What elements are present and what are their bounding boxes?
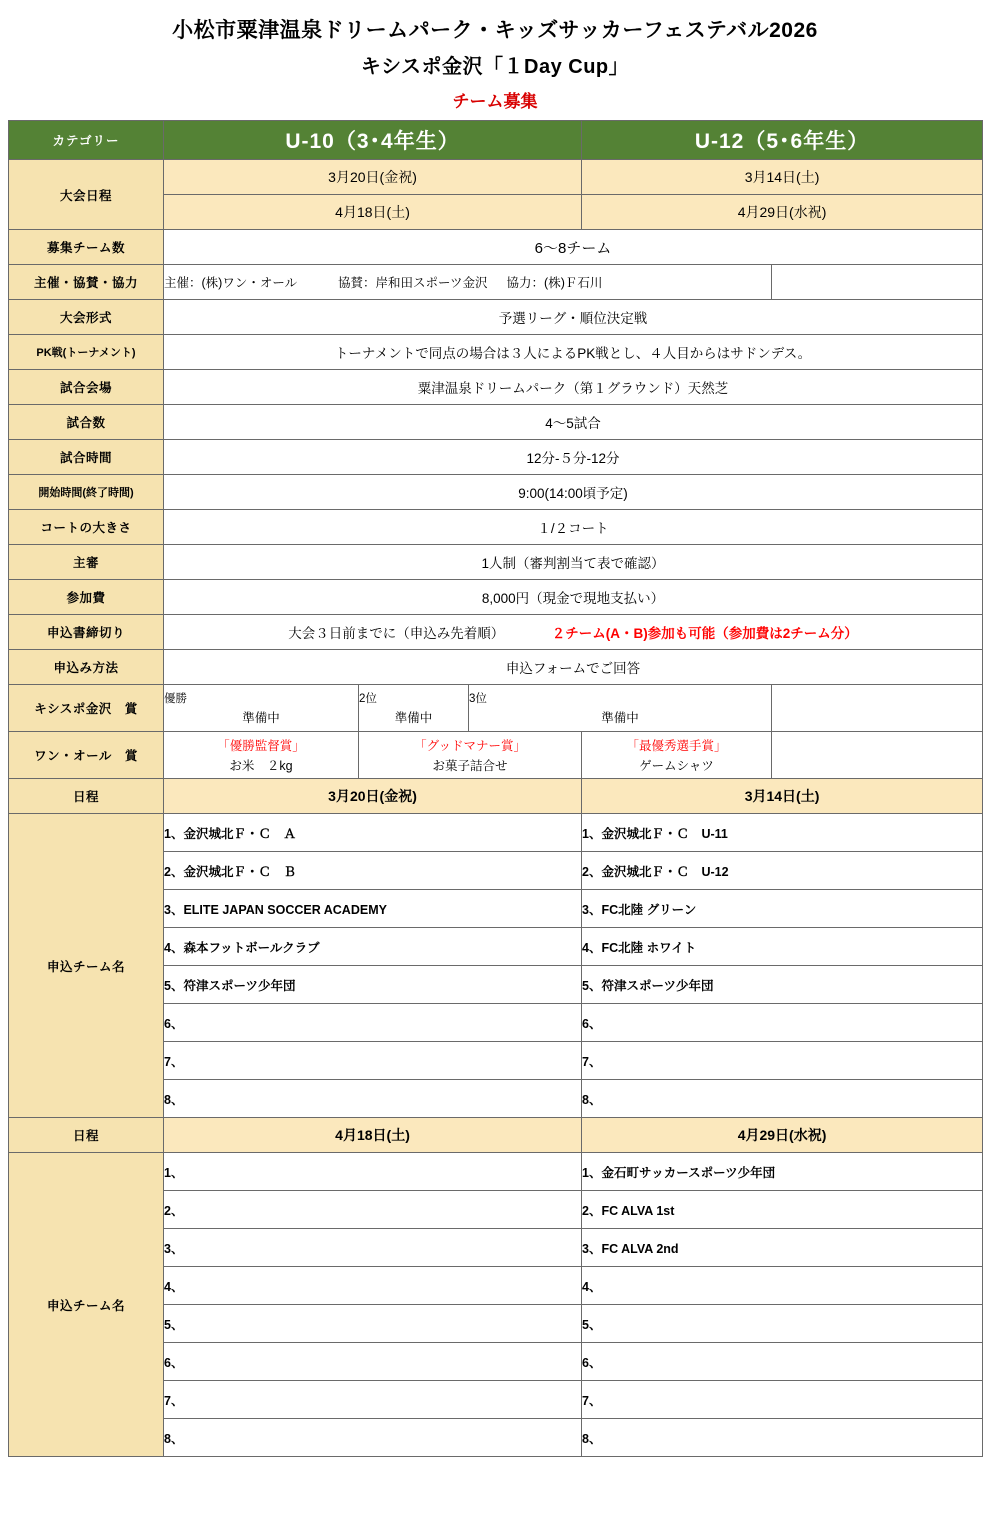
value-matches: 4～5試合 bbox=[164, 405, 983, 440]
block1-left-team-1: 1、金沢城北Ｆ・Ｃ Ａ bbox=[164, 814, 582, 852]
table-row-pk bbox=[9, 335, 983, 370]
prize-kishispo-1 bbox=[164, 685, 359, 732]
prize-oneall-2-value: お菓子詰合せ bbox=[432, 759, 508, 773]
value-venue: 粟津温泉ドリームパーク（第１グラウンド）天然芝 bbox=[164, 370, 983, 405]
prize-oneall-1-rank: 「優勝監督賞」 bbox=[217, 739, 305, 753]
prize-kishispo-3-rank: 3位 bbox=[469, 693, 487, 705]
table-header-row bbox=[9, 121, 983, 160]
value-deadline bbox=[164, 615, 983, 650]
block1-left-team-4: 4、森本フットボールクラブ bbox=[164, 928, 582, 966]
block2-right-team-6: 6、 bbox=[582, 1343, 983, 1381]
block2-date-label: 日程 bbox=[9, 1118, 164, 1153]
prize-kishispo-1-rank: 優勝 bbox=[164, 693, 187, 705]
u12-date-2: 4月29日(水祝) bbox=[582, 195, 983, 230]
block1-left-team-6: 6、 bbox=[164, 1004, 582, 1042]
value-teams-wanted: 6～8チーム bbox=[164, 230, 983, 265]
page-title-line2: キシスポ金沢「１Day Cup」 bbox=[360, 56, 630, 78]
table-row-venue bbox=[9, 370, 983, 405]
sponsor-cooperation: 協力：(株)Ｆ石川 bbox=[506, 276, 603, 290]
prize-oneall-2-rank: 「グッドマナー賞」 bbox=[414, 739, 526, 753]
label-teams-wanted: 募集チーム数 bbox=[9, 230, 164, 265]
prize-kishispo-2-value: 準備中 bbox=[394, 711, 433, 725]
table-row-teams-wanted bbox=[9, 230, 983, 265]
prize-kishispo-2-rank: 2位 bbox=[359, 693, 377, 705]
block1-right-team-2: 2、金沢城北Ｆ・Ｃ U-12 bbox=[582, 852, 983, 890]
deadline-note: ２チーム(A・B)参加も可能（参加費は2チーム分） bbox=[551, 626, 858, 641]
block1-left-team-5: 5、符津スポーツ少年団 bbox=[164, 966, 582, 1004]
deadline-text: 大会３日前までに（申込み先着順） bbox=[288, 626, 505, 641]
prize-oneall-1-value: お米 ２kg bbox=[229, 759, 293, 773]
table-row-matches bbox=[9, 405, 983, 440]
block1-team-row-1 bbox=[9, 814, 983, 852]
sponsor-empty-cell bbox=[772, 265, 983, 300]
block1-left-team-3: 3、ELITE JAPAN SOCCER ACADEMY bbox=[164, 890, 582, 928]
header-u12: U-12（5･6年生） bbox=[582, 121, 983, 160]
u10-date-1: 3月20日(金祝) bbox=[164, 160, 582, 195]
block2-right-team-7: 7、 bbox=[582, 1381, 983, 1419]
label-start-time: 開始時間(終了時間) bbox=[9, 475, 164, 510]
label-schedule: 大会日程 bbox=[9, 160, 164, 230]
block1-left-team-2: 2、金沢城北Ｆ・Ｃ Ｂ bbox=[164, 852, 582, 890]
label-matches: 試合数 bbox=[9, 405, 164, 440]
label-pk: PK戦(トーナメント) bbox=[9, 335, 164, 370]
prize-oneall-3-value: ゲームシャツ bbox=[639, 759, 714, 773]
page-subtitle-recruit: チーム募集 bbox=[452, 92, 538, 111]
prize-oneall-2 bbox=[359, 732, 582, 779]
table-row-prize-kishispo bbox=[9, 685, 983, 732]
table-row-start-time bbox=[9, 475, 983, 510]
label-venue: 試合会場 bbox=[9, 370, 164, 405]
value-fee: 8,000円（現金で現地支払い） bbox=[164, 580, 983, 615]
label-sponsor: 主催・協賛・協力 bbox=[9, 265, 164, 300]
value-sponsor bbox=[164, 265, 772, 300]
table-row-schedule-1 bbox=[9, 160, 983, 195]
prize-oneall-1 bbox=[164, 732, 359, 779]
table-row-referee bbox=[9, 545, 983, 580]
block1-date-label: 日程 bbox=[9, 779, 164, 814]
block1-right-team-1: 1、金沢城北Ｆ・Ｃ U-11 bbox=[582, 814, 983, 852]
block1-left-team-7: 7、 bbox=[164, 1042, 582, 1080]
label-prize-kishispo: キシスポ金沢 賞 bbox=[9, 685, 164, 732]
table-row-fee bbox=[9, 580, 983, 615]
table-row-prize-oneall bbox=[9, 732, 983, 779]
label-match-time: 試合時間 bbox=[9, 440, 164, 475]
prize-kishispo-empty bbox=[772, 685, 983, 732]
block1-right-team-6: 6、 bbox=[582, 1004, 983, 1042]
label-court: コートの大きさ bbox=[9, 510, 164, 545]
table-row-match-time bbox=[9, 440, 983, 475]
value-start-time: 9:00(14:00頃予定) bbox=[164, 475, 983, 510]
block2-right-team-5: 5、 bbox=[582, 1305, 983, 1343]
block1-right-date: 3月14日(土) bbox=[582, 779, 983, 814]
block2-left-team-4: 4、 bbox=[164, 1267, 582, 1305]
block1-left-team-8: 8、 bbox=[164, 1080, 582, 1118]
block1-teams-label: 申込チーム名 bbox=[9, 814, 164, 1118]
block2-right-team-4: 4、 bbox=[582, 1267, 983, 1305]
block2-right-team-2: 2、FC ALVA 1st bbox=[582, 1191, 983, 1229]
header-u10: U-10（3･4年生） bbox=[164, 121, 582, 160]
block2-right-date: 4月29日(水祝) bbox=[582, 1118, 983, 1153]
block1-left-date: 3月20日(金祝) bbox=[164, 779, 582, 814]
page-title-line1: 小松市粟津温泉ドリームパーク・キッズサッカーフェステバル2026 bbox=[172, 19, 818, 42]
label-apply-method: 申込み方法 bbox=[9, 650, 164, 685]
table-row-format bbox=[9, 300, 983, 335]
label-prize-oneall: ワン・オール 賞 bbox=[9, 732, 164, 779]
block2-team-row-1 bbox=[9, 1153, 983, 1191]
prize-oneall-empty bbox=[772, 732, 983, 779]
block2-left-team-6: 6、 bbox=[164, 1343, 582, 1381]
value-match-time: 12分‐５分‐12分 bbox=[164, 440, 983, 475]
tournament-info-table bbox=[8, 120, 983, 1457]
sponsor-organizer: 主催：(株)ワン・オール bbox=[164, 276, 298, 290]
value-format: 予選リーグ・順位決定戦 bbox=[164, 300, 983, 335]
value-apply-method: 申込フォームでご回答 bbox=[164, 650, 983, 685]
u12-date-1: 3月14日(土) bbox=[582, 160, 983, 195]
table-row-court bbox=[9, 510, 983, 545]
block1-right-team-7: 7、 bbox=[582, 1042, 983, 1080]
block2-left-team-3: 3、 bbox=[164, 1229, 582, 1267]
block1-right-team-3: 3、FC北陸 グリーン bbox=[582, 890, 983, 928]
sponsor-supporter: 協賛：岸和田スポーツ金沢 bbox=[338, 276, 488, 290]
block1-date-row bbox=[9, 779, 983, 814]
block1-right-team-4: 4、FC北陸 ホワイト bbox=[582, 928, 983, 966]
table-row-apply-method bbox=[9, 650, 983, 685]
label-format: 大会形式 bbox=[9, 300, 164, 335]
block2-date-row bbox=[9, 1118, 983, 1153]
block2-left-team-1: 1、 bbox=[164, 1153, 582, 1191]
block2-left-team-5: 5、 bbox=[164, 1305, 582, 1343]
prize-oneall-3 bbox=[582, 732, 772, 779]
table-row-deadline bbox=[9, 615, 983, 650]
block2-left-team-7: 7、 bbox=[164, 1381, 582, 1419]
block2-teams-label: 申込チーム名 bbox=[9, 1153, 164, 1457]
label-referee: 主審 bbox=[9, 545, 164, 580]
block1-right-team-8: 8、 bbox=[582, 1080, 983, 1118]
table-row-sponsor bbox=[9, 265, 983, 300]
value-pk: トーナメントで同点の場合は３人によるPK戦とし、４人目からはサドンデス。 bbox=[164, 335, 983, 370]
block1-right-team-5: 5、符津スポーツ少年団 bbox=[582, 966, 983, 1004]
value-referee: 1人制（審判割当て表で確認） bbox=[164, 545, 983, 580]
prize-kishispo-3 bbox=[469, 685, 772, 732]
block2-left-team-8: 8、 bbox=[164, 1419, 582, 1457]
block2-left-date: 4月18日(土) bbox=[164, 1118, 582, 1153]
block2-right-team-1: 1、金石町サッカースポーツ少年団 bbox=[582, 1153, 983, 1191]
prize-kishispo-1-value: 準備中 bbox=[242, 711, 280, 725]
value-court: １/２コート bbox=[164, 510, 983, 545]
prize-oneall-3-rank: 「最優秀選手賞」 bbox=[626, 739, 727, 753]
label-deadline: 申込書締切り bbox=[9, 615, 164, 650]
prize-kishispo-2 bbox=[359, 685, 469, 732]
block2-left-team-2: 2、 bbox=[164, 1191, 582, 1229]
block2-right-team-8: 8、 bbox=[582, 1419, 983, 1457]
label-fee: 参加費 bbox=[9, 580, 164, 615]
block2-right-team-3: 3、FC ALVA 2nd bbox=[582, 1229, 983, 1267]
u10-date-2: 4月18日(土) bbox=[164, 195, 582, 230]
prize-kishispo-3-value: 準備中 bbox=[601, 711, 639, 725]
header-category-label: カテゴリー bbox=[9, 121, 164, 160]
